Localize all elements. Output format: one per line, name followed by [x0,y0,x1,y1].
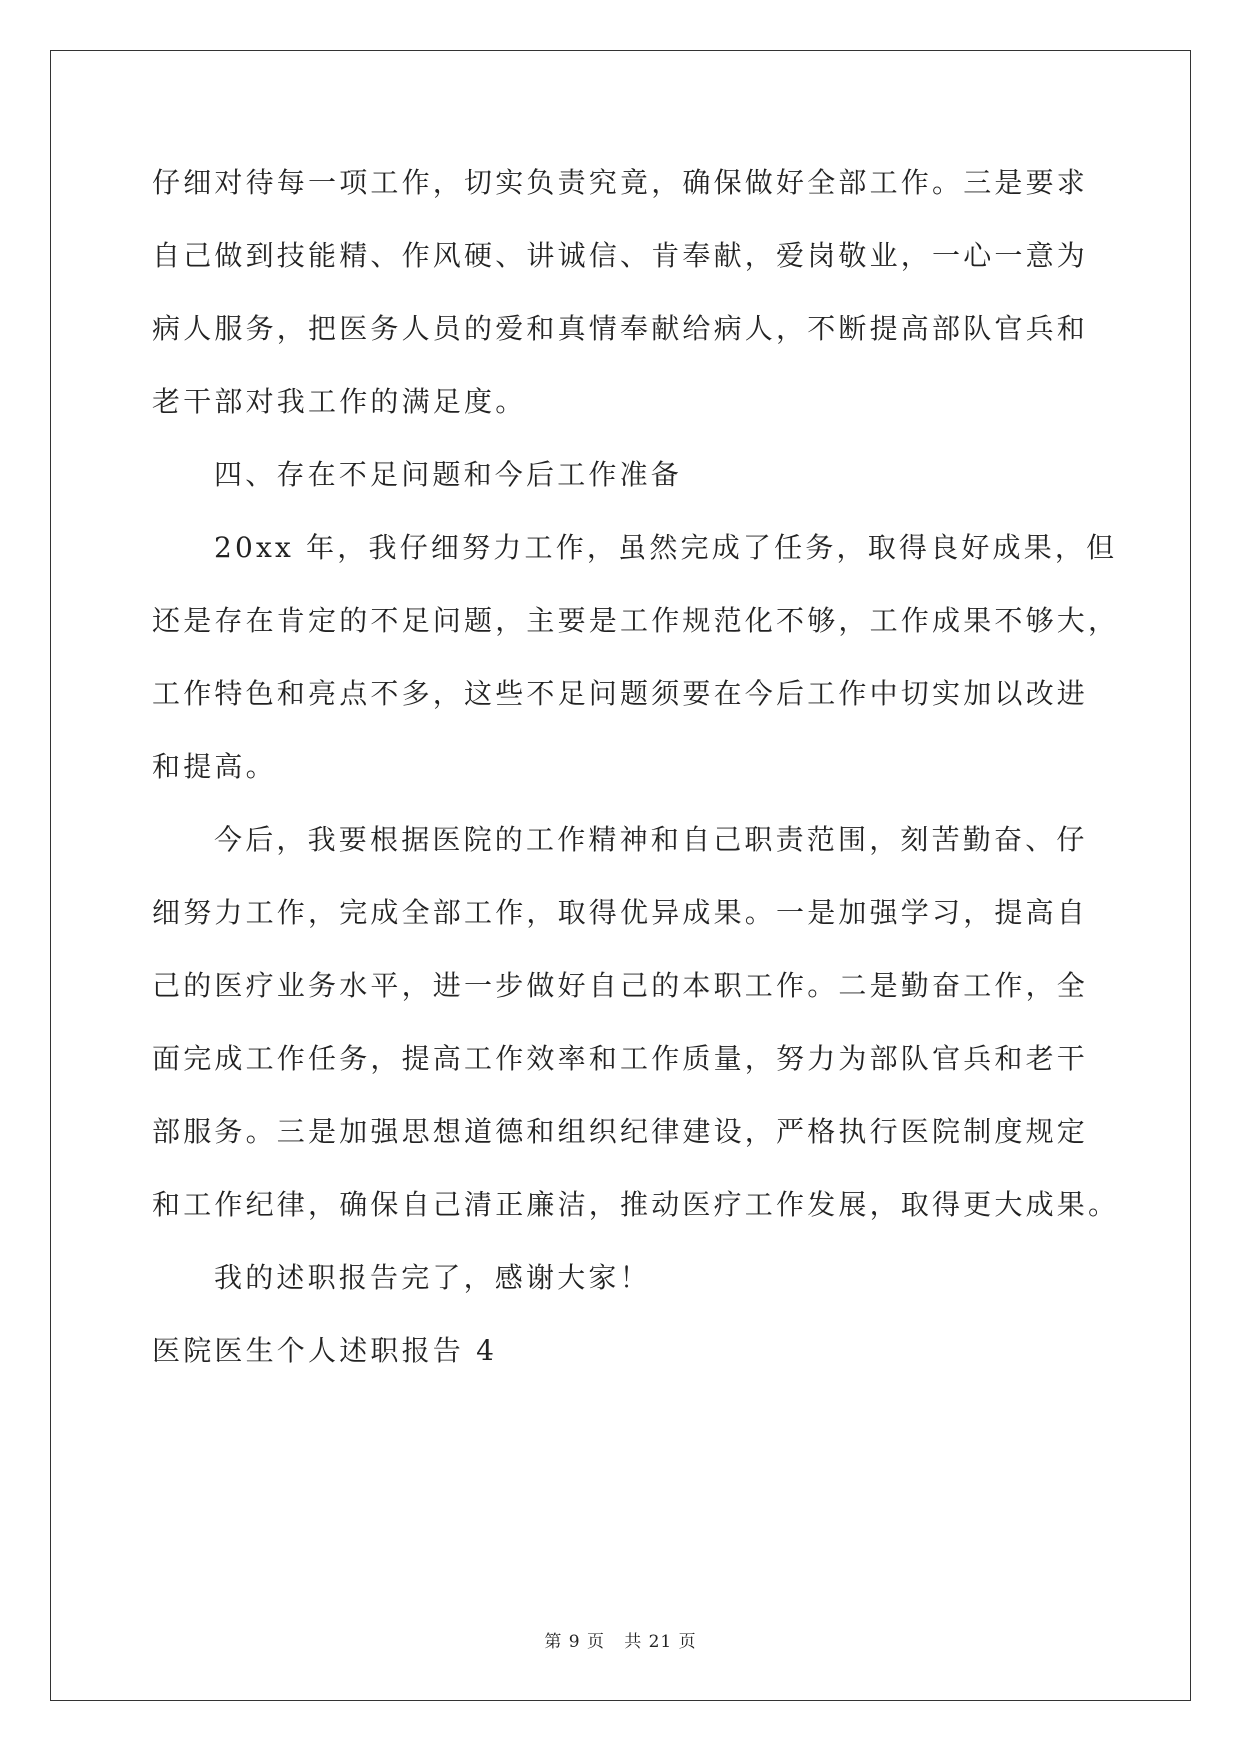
text-line: 部服务。三是加强思想道德和组织纪律建设，严格执行医院制度规定 [152,1115,1089,1148]
text-line: 和提高。 [152,750,277,783]
text-line: 我的述职报告完了，感谢大家！ [214,1261,651,1294]
text-line: 老干部对我工作的满足度。 [152,385,527,418]
text-line: 还是存在肯定的不足问题，主要是工作规范化不够，工作成果不够大， [152,604,1120,637]
page-number: 第 9 页 共 21 页 [544,1632,697,1652]
section-heading: 四、存在不足问题和今后工作准备 [214,458,683,491]
text-line: 20xx 年，我仔细努力工作，虽然完成了任务，取得良好成果，但 [214,531,1118,564]
text-line: 仔细对待每一项工作，切实负责究竟，确保做好全部工作。三是要求 [152,166,1089,199]
text-line: 细努力工作，完成全部工作，取得优异成果。一是加强学习，提高自 [152,896,1089,929]
page-border [50,50,1191,1701]
text-line: 病人服务，把医务人员的爱和真情奉献给病人，不断提高部队官兵和 [152,312,1089,345]
section-title: 医院医生个人述职报告 4 [152,1334,498,1367]
page-footer [0,1627,1241,1652]
text-line: 自己做到技能精、作风硬、讲诚信、肯奉献，爱岗敬业，一心一意为 [152,239,1089,272]
text-line: 和工作纪律，确保自己清正廉洁，推动医疗工作发展，取得更大成果。 [152,1188,1120,1221]
text-line: 工作特色和亮点不多，这些不足问题须要在今后工作中切实加以改进 [152,677,1089,710]
text-line: 己的医疗业务水平，进一步做好自己的本职工作。二是勤奋工作，全 [152,969,1089,1002]
text-line: 今后，我要根据医院的工作精神和自己职责范围，刻苦勤奋、仔 [214,823,1088,856]
text-line: 面完成工作任务，提高工作效率和工作质量，努力为部队官兵和老干 [152,1042,1089,1075]
